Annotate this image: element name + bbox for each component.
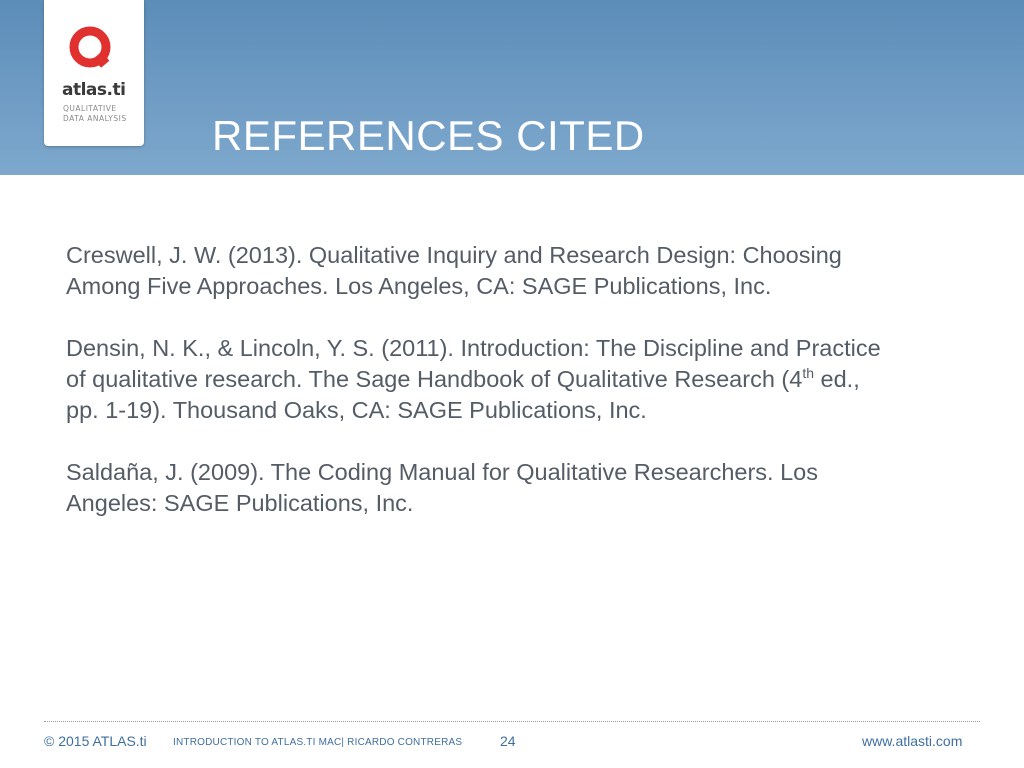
footer-website-link[interactable]: www.atlasti.com	[862, 733, 963, 749]
footer-page-number: 24	[500, 733, 516, 749]
footer-course-title: INTRODUCTION TO ATLAS.TI MAC| RICARDO CONTRERAS	[173, 737, 463, 748]
logo-tagline	[63, 104, 127, 124]
reference-text: Densin, N. K., & Lincoln, Y. S. (2011). Introduction: The Discipline and Practice of qualitative research. The Sage Handbook of Qualitative Research (4	[66, 335, 881, 392]
reference-list	[66, 240, 896, 550]
logo-tagline-line2: DATA ANALYSIS	[63, 114, 127, 123]
logo-tagline-line1: QUALITATIVE	[63, 104, 117, 113]
footer-divider	[44, 721, 980, 722]
reference-item-saldana: Saldaña, J. (2009). The Coding Manual for Qualitative Researchers. Los Angeles: SAGE Publications, Inc.	[66, 459, 818, 516]
slide-title: REFERENCES CITED	[212, 112, 645, 160]
reference-text: ed., pp. 1-19). Thousand Oaks, CA: SAGE Publications, Inc.	[66, 366, 860, 423]
logo-wordmark: atlas.ti	[62, 80, 126, 100]
header-band	[0, 0, 1024, 175]
atlas-ti-logo-icon	[66, 24, 116, 74]
logo-card	[44, 0, 144, 146]
reference-item-creswell: Creswell, J. W. (2013). Qualitative Inquiry and Research Design: Choosing Among Five Approaches. Los Angeles, CA: SAGE Publications, Inc.	[66, 242, 842, 299]
ordinal-superscript: th	[802, 365, 815, 382]
footer-copyright: © 2015 ATLAS.ti	[44, 733, 147, 749]
reference-item-densin	[66, 333, 896, 426]
